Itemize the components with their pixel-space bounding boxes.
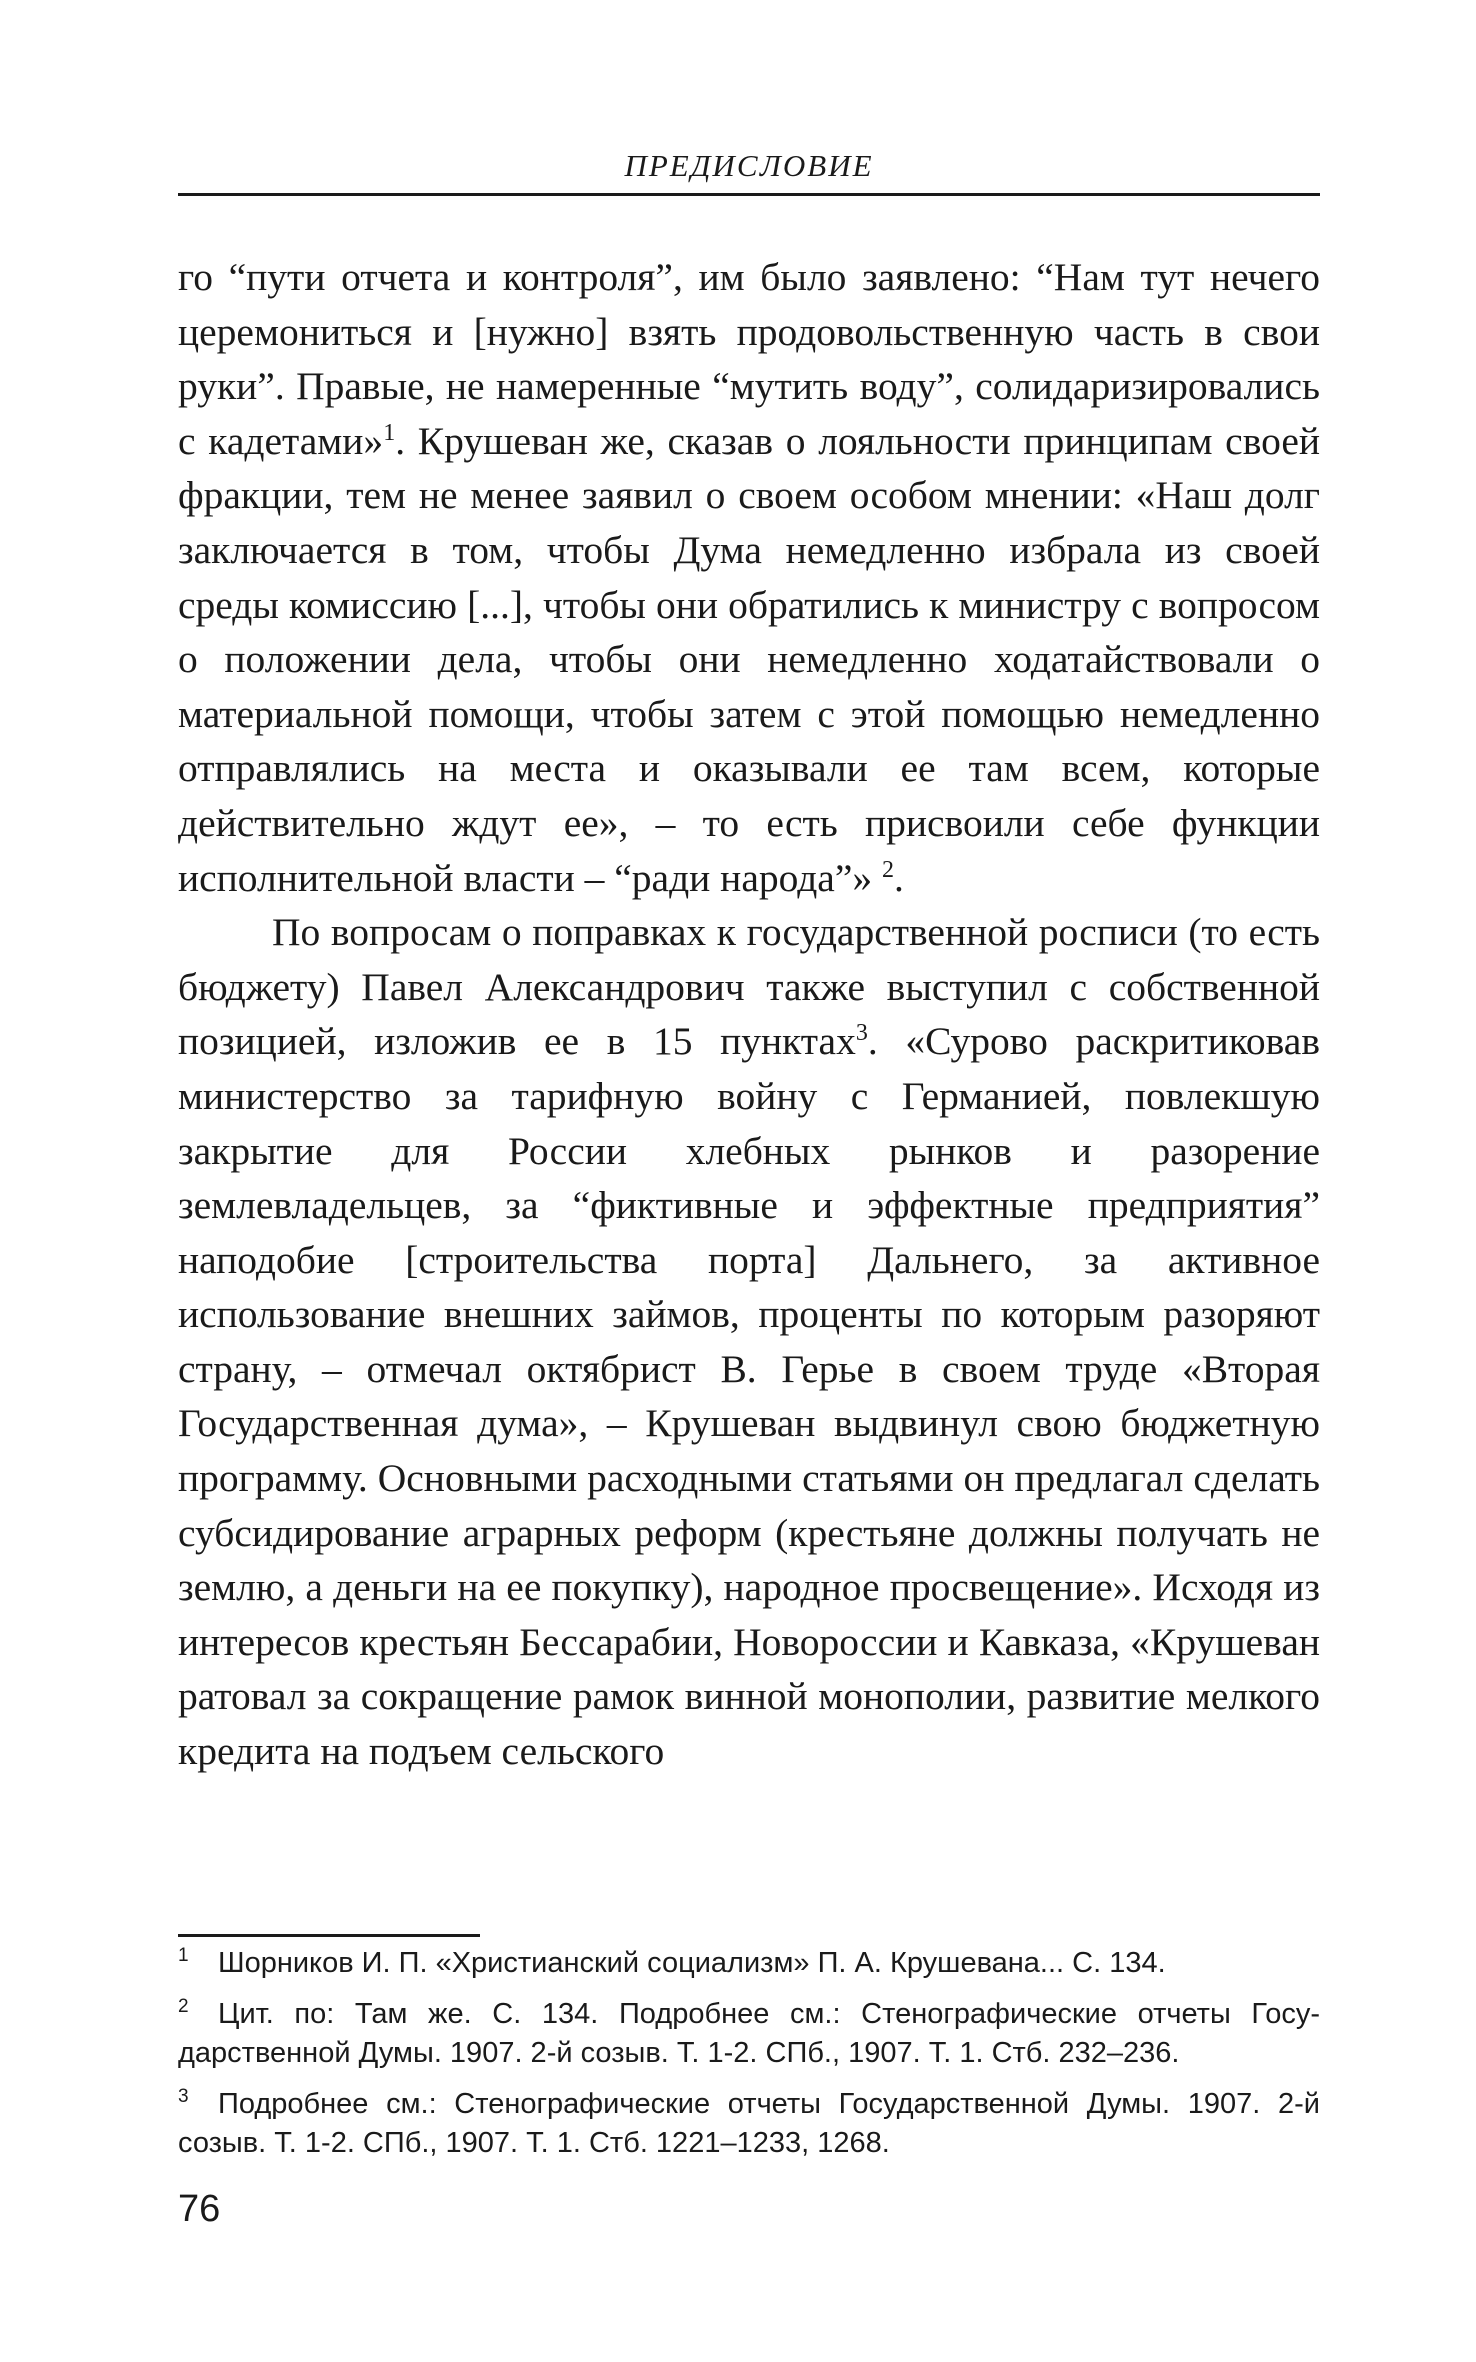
running-head: ПРЕДИСЛОВИЕ [624, 148, 874, 183]
main-text [178, 250, 1320, 1779]
footnote-3: 3 Подробнее см.: Стенографические отчеты Государственной Думы. 1907. 2-й созыв. Т. 1-2. СПб., 1907. Т. 1. Стб. 1221–1233, 1268. [178, 2086, 1320, 2159]
footnote-ref-1[interactable]: 1 [383, 419, 396, 446]
paragraph-1 [178, 250, 1320, 905]
footnote-3-text: Подробнее см.: Стенографические отчеты Государственной Думы. 1907. 2-й созыв. Т. 1-2. СПб., 1907. Т. 1. Стб. 1221–1233, 1268. [178, 2088, 1320, 2159]
footnote-ref-3[interactable]: 3 [855, 1020, 868, 1047]
footnote-ref-2[interactable]: 2 [882, 856, 894, 883]
footnote-2: 2 Цит. по: Там же. С. 134. Подробнее см.: Стенографические отчеты Государственной Думы. 1907. 2-й созыв. Т. 1-2. СПб., 1907. Т. 1. Стб. 232–236. [178, 1996, 1320, 2069]
paragraph-2 [178, 905, 1320, 1779]
footnote-separator [178, 1934, 480, 1937]
book-page [178, 0, 1320, 2362]
paragraph-2-text-b: . «Сурово раскритиковав министерство за тарифную войну с Германией, повлекшую закрытие для России хлебных рынков и разорение землевладельцев, за “фиктивные и эффектные предприятия” наподобие [строительства порта] Дальнего, за активное использование внешних займов, проценты по которым разоряют страну, – отмечал октябрист В. Герье в своем труде «Вторая Государственная дума», – Крушеван выдвинул свою бюджетную программу. Основными расходными статьями он предлагал сделать субсидирование аграрных реформ (крестьяне должны получать не землю, а деньги на ее покупку), народное просвещение». Исходя из интересов крестьян Бессарабии, Новороссии и Кавказа, «Крушеван ратовал за сокращение рамок винной монополии, развитие мелкого кредита на подъем сельского [178, 1019, 1320, 1774]
footnote-1: 1 Шорников И. П. «Христианский социализм» П. А. Крушевана... С. 134. [178, 1945, 1166, 1979]
footnote-2-text: Цит. по: Там же. С. 134. Подробнее см.: Стенографические отчеты Государственной Думы. 1907. 2-й созыв. Т. 1-2. СПб., 1907. Т. 1. Стб. 232–236. [178, 1998, 1320, 2069]
footnotes [178, 1944, 1320, 2175]
running-head-rule [178, 193, 1320, 196]
paragraph-1-text-b: . Крушеван же, сказав о лояльности принципам своей фракции, тем не менее заявил о своем особом мнении: «Наш долг заключается в том, чтобы Дума немедленно избрала из своей среды комиссию [...], чтобы они обратились к министру с вопросом о положении дела, чтобы они немедленно ходатайствовали о материальной помощи, чтобы затем с этой помощью немедленно отправлялись на места и оказывали ее там всем, которые действительно ждут ее», – то есть присвоили себе функции исполнительной власти – “ради народа”» [178, 418, 1320, 900]
paragraph-2-text-a: По вопросам о поправках к государственной росписи (то есть бюджету) Павел Александрович также выступил с собственной позицией, изложив ее в 15 пунктах [178, 910, 1320, 1064]
footnote-1-text: Шорников И. П. «Христианский социализм» П. А. Крушевана... С. 134. [218, 1947, 1166, 1979]
page-number: 76 [178, 2188, 221, 2230]
paragraph-1-text-c: . [894, 855, 904, 900]
paragraph-1-text-a: го “пути отчета и контроля”, им было заявлено: “Нам тут нечего церемониться и [нужно] взять продовольственную часть в свои руки”. Правые, не намеренные “мутить воду”, солидаризировались с кадетами» [178, 255, 1320, 463]
